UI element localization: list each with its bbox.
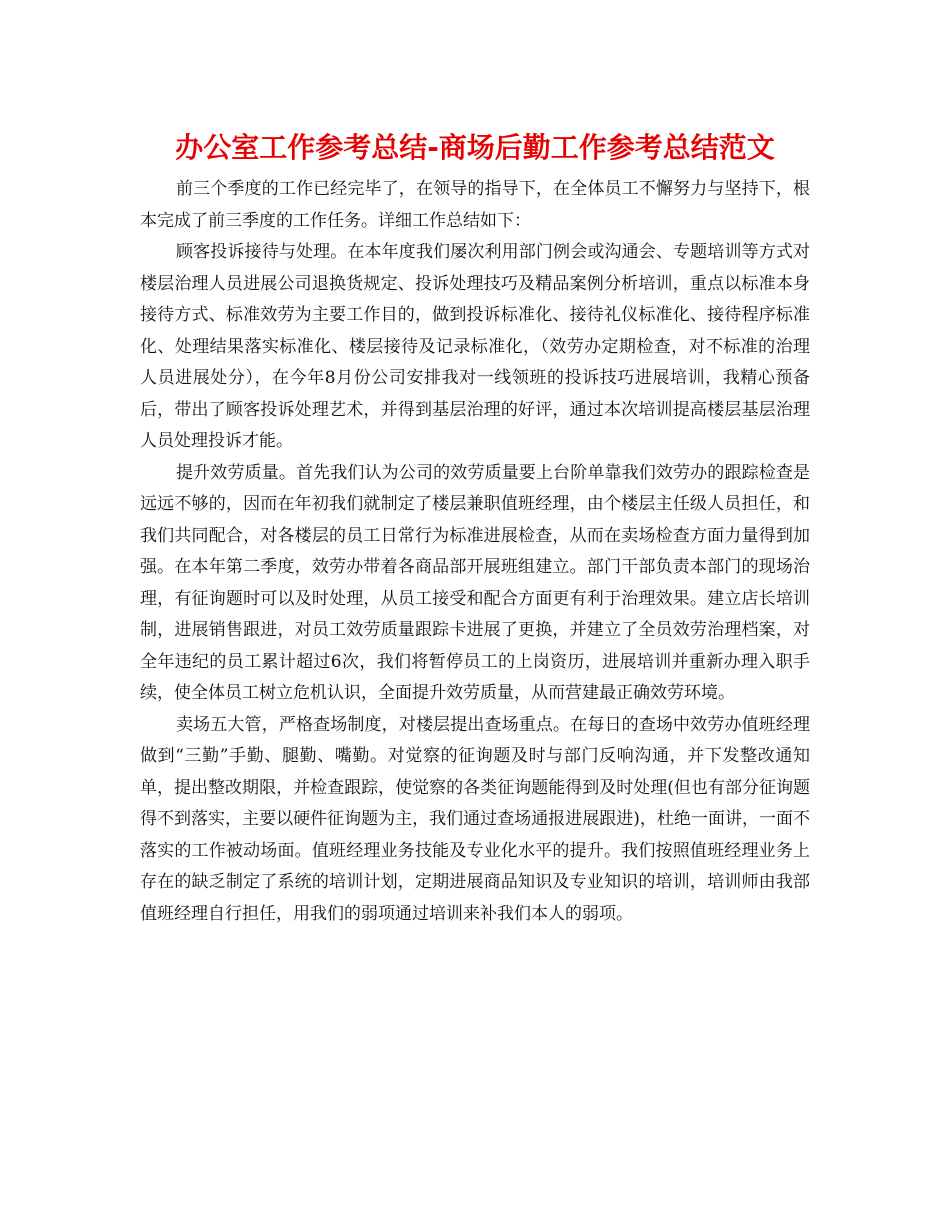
- paragraph-complaint-handling: 顾客投诉接待与处理。在本年度我们屡次利用部门例会或沟通会、专题培训等方式对楼层治理人员进展公司退换货规定、投诉处理技巧及精品案例分析培训，重点以标准本身接待方式、标准效劳为主要工作目的，做到投诉标准化、接待礼仪标准化、接待程序标准化、处理结果落实标准化、楼层接待及记录标准化，（效劳办定期检查，对不标准的治理人员进展处分），在今年8月份公司安排我对一线领班的投诉技巧进展培训，我精心预备后，带出了顾客投诉处理艺术，并得到基层治理的好评，通过本次培训提高楼层基层治理人员处理投诉才能。: [140, 242, 810, 451]
- document-title: 办公室工作参考总结-商场后勤工作参考总结范文: [175, 131, 775, 164]
- paragraph-intro: 前三个季度的工作已经完毕了，在领导的指导下，在全体员工不懈努力与坚持下，根本完成了前三季度的工作任务。详细工作总结如下：: [140, 179, 810, 231]
- paragraph-service-quality: 提升效劳质量。首先我们认为公司的效劳质量要上台阶单靠我们效劳办的跟踪检查是远远不够的，因而在年初我们就制定了楼层兼职值班经理，由个楼层主任级人员担任，和我们共同配合，对各楼层的员工日常行为标准进展检查，从而在卖场检查方面力量得到加强。在本年第二季度，效劳办带着各商品部开展班组建立。部门干部负责本部门的现场治理，有征询题时可以及时处理，从员工接受和配合方面更有利于治理效果。建立店长培训制，进展销售跟进，对员工效劳质量跟踪卡进展了更换，并建立了全员效劳治理档案，对全年违纪的员工累计超过6次，我们将暂停员工的上岗资历，进展培训并重新办理入职手续，使全体员工树立危机认识，全面提升效劳质量，从而营建最正确效劳环境。: [140, 462, 810, 703]
- document-body: [140, 174, 810, 930]
- paragraph-store-inspection: 卖场五大管，严格查场制度，对楼层提出查场重点。在每日的查场中效劳办值班经理做到“三勤”手勤、腿勤、嘴勤。对觉察的征询题及时与部门反响沟通，并下发整改通知单，提出整改期限，并检查跟踪，使觉察的各类征询题能得到及时处理(但也有部分征询题得不到落实，主要以硬件征询题为主，我们通过查场通报进展跟进)，杜绝一面讲，一面不落实的工作被动场面。值班经理业务技能及专业化水平的提升。我们按照值班经理业务上存在的缺乏制定了系统的培训计划，定期进展商品知识及专业知识的培训，培训师由我部值班经理自行担任，用我们的弱项通过培训来补我们本人的弱项。: [140, 714, 810, 924]
